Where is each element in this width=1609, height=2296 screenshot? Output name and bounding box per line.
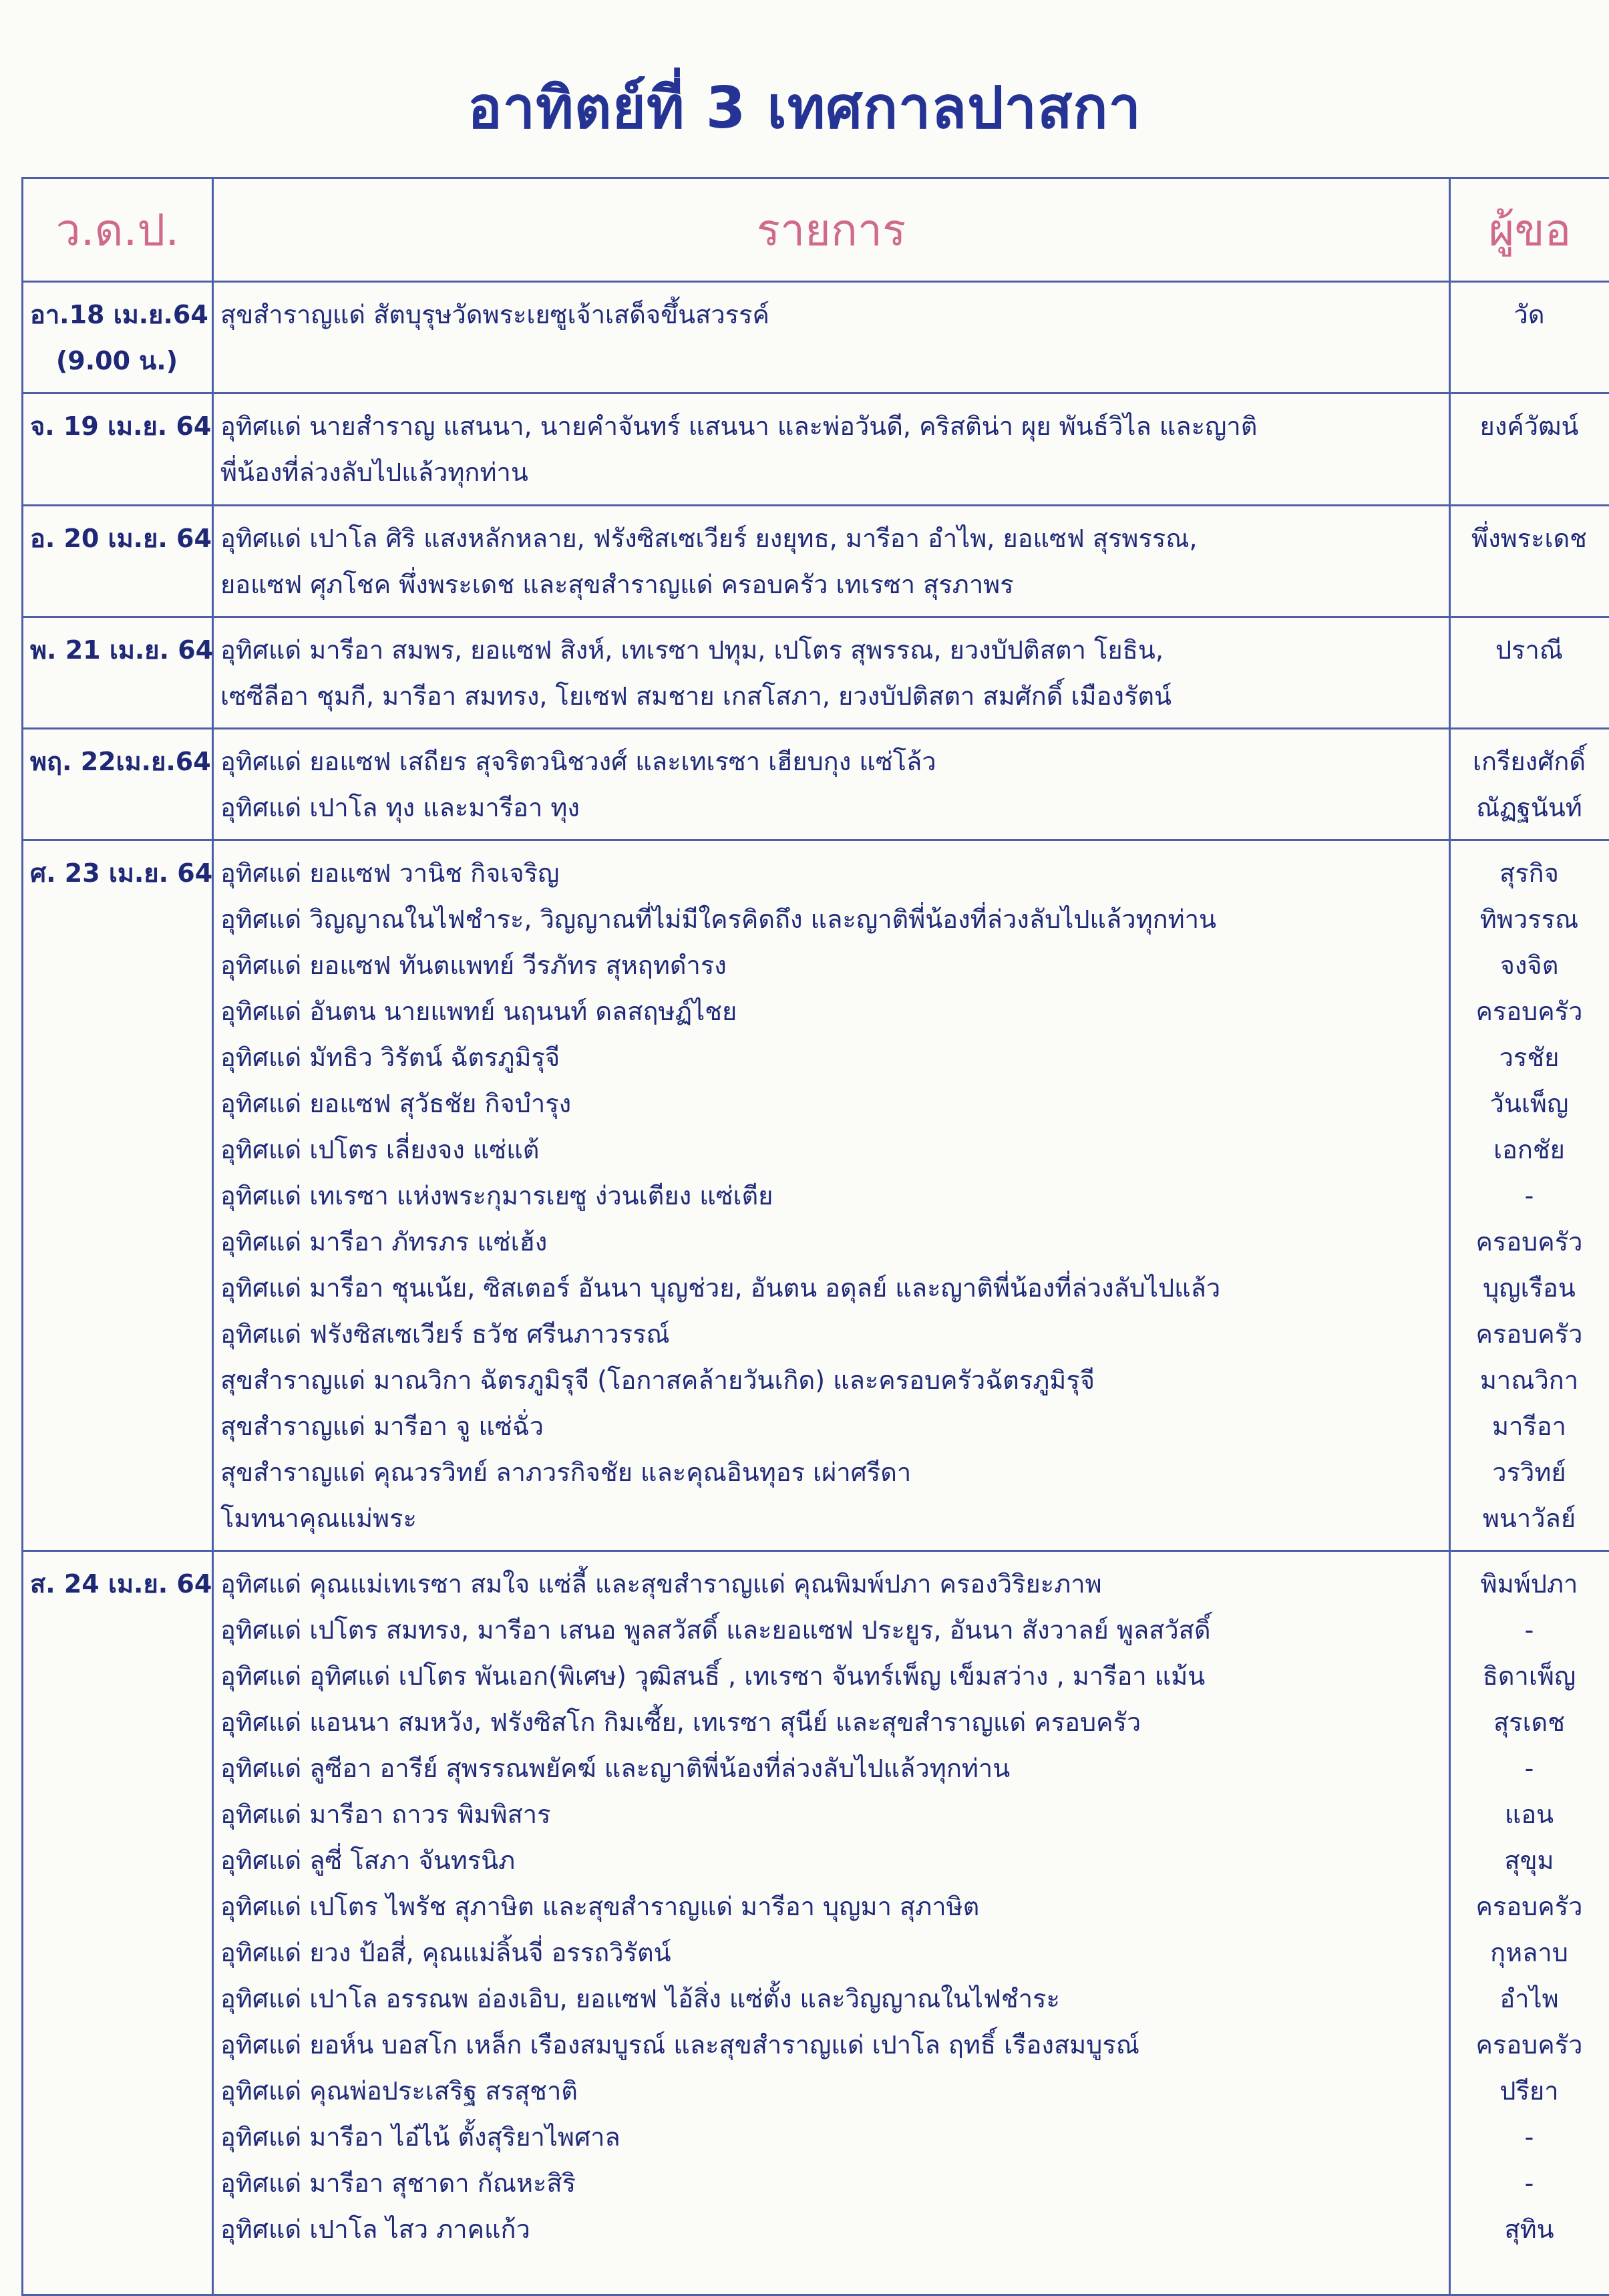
- requester-name: วันเพ็ญ: [1489, 1089, 1569, 1118]
- requester-name: สุรเดช: [1493, 1707, 1566, 1737]
- intention-line: อุทิศแด่ อันตน นายแพทย์ นฤนนท์ ดลสฤษฏ์ไชย: [220, 997, 737, 1026]
- intention-line: อุทิศแด่ มารีอา ชุนเน้ย, ซิสเตอร์ อันนา บุญช่วย, อันตน อดุลย์ และญาติพี่น้องที่ล่วงลับไปแล้ว: [220, 1273, 1221, 1303]
- intention-line: อุทิศแด่ เปาโล ไสว ภาคแก้ว: [220, 2215, 530, 2244]
- requester-name: ครอบครัว: [1475, 1319, 1583, 1349]
- intention-line: อุทิศแด่ ลูซี่ โสภา จันทรนิภ: [220, 1846, 516, 1875]
- requester-name: กุหลาบ: [1490, 1938, 1568, 1967]
- requester-name: พนาวัลย์: [1482, 1504, 1576, 1533]
- intention-line: อุทิศแด่ นายสำราญ แสนนา, นายคำจันทร์ แสนนา และพ่อวันดี, คริสติน่า ผุย พันธ์วิไล และญาติ: [220, 412, 1258, 441]
- requester-name: พึ่งพระเดช: [1471, 524, 1587, 553]
- table-row: [23, 840, 1609, 1551]
- requester-name: ปราณี: [1495, 635, 1564, 665]
- date-text: ส. 24 เม.ย. 64: [30, 1569, 212, 1599]
- requester-name: วรวิทย์: [1492, 1458, 1566, 1487]
- requester-name: ครอบครัว: [1475, 1227, 1583, 1257]
- intention-line: อุทิศแด่ ยวง ป้อสี่, คุณแม่ลิ้นจี่ อรรถวิรัตน์: [220, 1938, 671, 1967]
- items-cell: [213, 840, 1450, 1551]
- date-cell: [23, 617, 213, 729]
- table-row: [23, 617, 1609, 729]
- requester-name: ครอบครัว: [1475, 997, 1583, 1026]
- requester-name: สุขุม: [1504, 1846, 1554, 1875]
- date-text: จ. 19 เม.ย. 64: [30, 412, 212, 441]
- table-row: [23, 1551, 1609, 2295]
- table-row: [23, 393, 1609, 506]
- intention-line: อุทิศแด่ เปโตร เลี่ยงจง แซ่แต้: [220, 1135, 540, 1164]
- header-requester: ผู้ขอ: [1450, 178, 1609, 282]
- intention-line: อุทิศแด่ เปาโล ทุง และมารีอา ทุง: [220, 793, 580, 822]
- requester-name: มารีอา: [1492, 1412, 1566, 1441]
- date-cell: [23, 840, 213, 1551]
- requester-name: แอน: [1504, 1800, 1554, 1829]
- intention-line: อุทิศแด่ คุณแม่เทเรซา สมใจ แซ่ลี้ และสุขสำราญแด่ คุณพิมพ์ปภา ครองวิริยะภาพ: [220, 1569, 1102, 1599]
- requester-name: -: [1524, 1754, 1534, 1783]
- requester-name: จงจิต: [1499, 951, 1559, 980]
- intention-line: อุทิศแด่ ยอแซฟ ทันตแพทย์ วีรภัทร สุหฤทดำรง: [220, 951, 727, 980]
- intention-line: อุทิศแด่ ยอห์น บอสโก เหล็ก เรืองสมบูรณ์ และสุขสำราญแด่ เปาโล ฤทธิ์ เรืองสมบูรณ์: [220, 2030, 1139, 2060]
- mass-intentions-table: [21, 177, 1609, 2296]
- header-date: ว.ด.ป.: [23, 178, 213, 282]
- requester-name: วรชัย: [1499, 1043, 1560, 1072]
- requester-name: ยงค์วัฒน์: [1479, 412, 1579, 441]
- requester-name: -: [1524, 2168, 1534, 2198]
- requester-name: เอกชัย: [1493, 1135, 1565, 1164]
- intention-line: สุขสำราญแด่ สัตบุรุษวัดพระเยซูเจ้าเสด็จขึ้นสวรรค์: [220, 300, 769, 329]
- intention-line: อุทิศแด่ เปาโล อรรณพ อ่องเอิบ, ยอแซฟ ไอ้สิ่ง แซ่ตั้ง และวิญญาณในไฟชำระ: [220, 1984, 1060, 2013]
- intention-line: อุทิศแด่ ลูซีอา อารีย์ สุพรรณพยัคฆ์ และญาติพี่น้องที่ล่วงลับไปแล้วทุกท่าน: [220, 1754, 1011, 1783]
- requester-name: ทิพวรรณ: [1479, 905, 1579, 934]
- table-row: [23, 282, 1609, 393]
- intention-line: อุทิศแด่ แอนนา สมหวัง, ฟรังซิสโก กิมเซี้ย, เทเรซา สุนีย์ และสุขสำราญแด่ ครอบครัว: [220, 1707, 1141, 1737]
- requester-name: -: [1524, 2122, 1534, 2152]
- intention-line: ยอแซฟ ศุภโชค พึ่งพระเดช และสุขสำราญแด่ ครอบครัว เทเรซา สุรภาพร: [220, 570, 1014, 599]
- intention-line: อุทิศแด่ เทเรซา แห่งพระกุมารเยซู ง่วนเตียง แซ่เตีย: [220, 1181, 773, 1210]
- date-text: อา.18 เม.ย.64: [30, 300, 208, 329]
- date-cell: [23, 393, 213, 506]
- requester-name: สุทิน: [1504, 2215, 1554, 2244]
- intention-line: พี่น้องที่ล่วงลับไปแล้วทุกท่าน: [220, 458, 528, 487]
- intention-line: อุทิศแด่ อุทิศแด่ เปโตร พันเอก(พิเศษ) วุฒิสนธิ์ , เทเรซา จันทร์เพ็ญ เข็มสว่าง , มารีอา แม้น: [220, 1661, 1206, 1691]
- requester-name: บุญเรือน: [1483, 1273, 1576, 1303]
- intention-line: อุทิศแด่ ฟรังซิสเซเวียร์ ธวัช ศรีนภาวรรณ์: [220, 1319, 670, 1349]
- intention-line: อุทิศแด่ คุณพ่อประเสริฐ สรสุชาติ: [220, 2076, 578, 2106]
- requester-cell: [1450, 1551, 1609, 2295]
- requester-cell: [1450, 506, 1609, 617]
- requester-name: มาณวิกา: [1479, 1365, 1579, 1395]
- intention-line: อุทิศแด่ ยอแซฟ วานิช กิจเจริญ: [220, 858, 560, 888]
- requester-cell: [1450, 282, 1609, 393]
- intention-line: อุทิศแด่ มารีอา สุชาดา กัณหะสิริ: [220, 2168, 576, 2198]
- date-text: พ. 21 เม.ย. 64: [30, 635, 214, 665]
- intention-line: อุทิศแด่ มารีอา สมพร, ยอแซฟ สิงห์, เทเรซา ปทุม, เปโตร สุพรรณ, ยวงบัปติสตา โยธิน,: [220, 635, 1164, 665]
- requester-name: -: [1524, 1181, 1534, 1210]
- requester-name: สุรกิจ: [1499, 858, 1559, 888]
- table-header-row: [23, 178, 1609, 282]
- intention-line: อุทิศแด่ เปโตร สมทรง, มารีอา เสนอ พูลสวัสดิ์ และยอแซฟ ประยูร, อันนา สังวาลย์ พูลสวัสดิ์: [220, 1615, 1211, 1645]
- requester-cell: [1450, 729, 1609, 840]
- items-cell: [213, 729, 1450, 840]
- items-cell: [213, 617, 1450, 729]
- intention-line: อุทิศแด่ ยอแซฟ เสถียร สุจริตวนิชวงศ์ และเทเรซา เฮียบกุง แซ่โล้ว: [220, 747, 936, 776]
- requester-cell: [1450, 617, 1609, 729]
- table-row: [23, 729, 1609, 840]
- intention-line: สุขสำราญแด่ มารีอา จู แซ่ฉั่ว: [220, 1412, 544, 1441]
- date-cell: [23, 729, 213, 840]
- intention-line: อุทิศแด่ เปโตร ไพรัช สุภาษิต และสุขสำราญแด่ มารีอา บุญมา สุภาษิต: [220, 1892, 980, 1921]
- requester-cell: [1450, 840, 1609, 1551]
- date-text: พฤ. 22เม.ย.64: [30, 747, 211, 776]
- intention-line: อุทิศแด่ มารีอา ภัทรภร แซ่เฮ้ง: [220, 1227, 548, 1257]
- requester-name: อำไพ: [1499, 1984, 1559, 2013]
- table-row: [23, 506, 1609, 617]
- intention-line: อุทิศแด่ มารีอา ถาวร พิมพิสาร: [220, 1800, 551, 1829]
- items-cell: [213, 393, 1450, 506]
- requester-name: -: [1524, 1615, 1534, 1645]
- intention-line: อุทิศแด่ ยอแซฟ สุวัธชัย กิจบำรุง: [220, 1089, 572, 1118]
- requester-name: ณัฏฐนันท์: [1476, 793, 1582, 822]
- requester-name: ครอบครัว: [1475, 1892, 1583, 1921]
- requester-name: ครอบครัว: [1475, 2030, 1583, 2060]
- intention-line: เซซีลีอา ชุมกี, มารีอา สมทรง, โยเซฟ สมชาย เกสโสภา, ยวงบัปติสตา สมศักดิ์ เมืองรัตน์: [220, 681, 1172, 711]
- date-cell: [23, 506, 213, 617]
- requester-name: พิมพ์ปภา: [1480, 1569, 1578, 1599]
- intention-line: อุทิศแด่ มารีอา ไอ๋ไน้ ตั้งสุริยาไพศาล: [220, 2122, 620, 2152]
- requester-name: ปรียา: [1499, 2076, 1559, 2106]
- intention-line: อุทิศแด่ เปาโล ศิริ แสงหลักหลาย, ฟรังซิสเซเวียร์ ยงยุทธ, มารีอา อำไพ, ยอแซฟ สุรพรรณ,: [220, 524, 1198, 553]
- date-cell: [23, 1551, 213, 2295]
- date-text: อ. 20 เม.ย. 64: [30, 524, 212, 553]
- header-items: รายการ: [213, 178, 1450, 282]
- items-cell: [213, 282, 1450, 393]
- intention-line: โมทนาคุณแม่พระ: [220, 1504, 417, 1533]
- date-cell: [23, 282, 213, 393]
- requester-name: ธิดาเพ็ญ: [1482, 1661, 1576, 1691]
- items-cell: [213, 506, 1450, 617]
- requester-name: เกรียงศักดิ์: [1472, 747, 1586, 776]
- date-text: ศ. 23 เม.ย. 64: [30, 858, 213, 888]
- requester-cell: [1450, 393, 1609, 506]
- items-cell: [213, 1551, 1450, 2295]
- intention-line: สุขสำราญแด่ มาณวิกา ฉัตรภูมิรุจี (โอกาสคล้ายวันเกิด) และครอบครัวฉัตรภูมิรุจี: [220, 1365, 1095, 1395]
- intention-line: อุทิศแด่ มัทธิว วิรัตน์ ฉัตรภูมิรุจี: [220, 1043, 560, 1072]
- intention-line: อุทิศแด่ วิญญาณในไฟชำระ, วิญญาณที่ไม่มีใครคิดถึง และญาติพี่น้องที่ล่วงลับไปแล้วทุกท่าน: [220, 905, 1217, 934]
- page-title: อาทิตย์ที่ 3 เทศกาลปาสกา: [468, 75, 1141, 142]
- intention-line: สุขสำราญแด่ คุณวรวิทย์ ลาภวรกิจชัย และคุณอินทุอร เผ่าศรีดา: [220, 1458, 912, 1487]
- requester-name: วัด: [1513, 300, 1545, 329]
- date-time-text: (9.00 น.): [55, 346, 178, 375]
